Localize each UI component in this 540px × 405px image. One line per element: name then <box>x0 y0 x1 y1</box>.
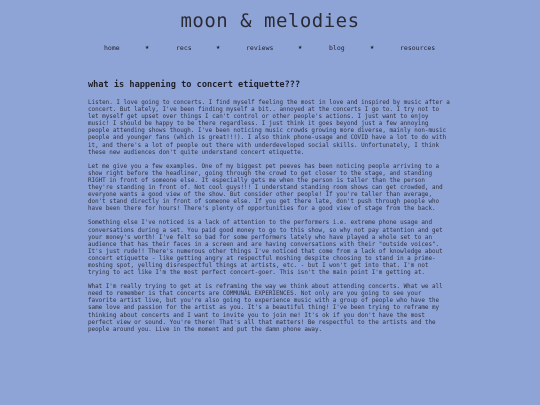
nav-link-blog[interactable]: blog <box>329 44 345 52</box>
blog-post <box>88 80 450 341</box>
post-paragraph: What I'm really trying to get at is reframing the way we think about attending concerts. What we all need to remember is that concerts are COMMUNAL EXPERIENCES. Not only are you going to see your favorite artist live, but you're also going to experience music with a group of people who have the same love and passion for the artist as you. It's a beautiful thing! I've been trying to reframe my thinking about concerts and I want to invite you to join me! It's ok if you don't have the most perfect view or sound. You're there! That's all that matters! Be respectful to the artists and the people around you. Live in the moment and put the damn phone away. <box>88 284 443 333</box>
post-paragraph: Something else I've noticed is a lack of attention to the performers i.e. extreme phone usage and conversations during a set. You paid good money to go to this show, so why not pay attention and get your money's worth! I've felt so bad for some performers lately who have played a whole set to an audience that has their faces in a screen and are having conversations with their "outside voices". It's just rude!! There's numerous other things I've noticed that come from a lack of knowledge about concert etiquette - like getting angry at respectful moshing despite choosing to stand in a prime-moshing spot, yelling disrespectful things at artists, etc. - but I won't get into that. I'm not trying to act like I'm the most perfect concert-goer. This isn't the main point I'm getting at. <box>88 220 443 277</box>
post-paragraph: Let me give you a few examples. One of my biggest pet peeves has been noticing people arriving to a show right before the headliner, going through the crowd to get closer to the stage, and standing RIGHT in front of someone else. It especially gets me when the person is taller than the person they're standing in front of. Not cool guys!!! I understand standing room shows can get crowded, and everyone wants a good view of the show. But consider other people! If you're taller than average, don't stand directly in front of someone else. If you get there late, don't push through people who have been there for hours! There's plenty of opportunities for a good view of stage from the back. <box>88 163 443 213</box>
nav-link-reviews[interactable]: reviews <box>246 44 274 52</box>
post-title: what is happening to concert etiquette??? <box>88 80 301 90</box>
star-separator-icon: ★ <box>370 43 375 51</box>
nav-link-home[interactable]: home <box>104 44 120 52</box>
nav-link-recs[interactable]: recs <box>176 44 192 52</box>
site-title[interactable]: moon & melodies <box>180 10 360 32</box>
star-separator-icon: ★ <box>216 43 221 51</box>
post-paragraph: Listen. I love going to concerts. I find myself feeling the most in love and inspired by music after a concert. But lately, I've been finding myself a bit.. annoyed at the concerts I go to. I try not to let myself get upset over things I can't control or other people's actions. I just want to enjoy music! I should be happy to be there regardless. I just think it goes beyond just a few annoying people attending shows though. I've been noticing music crowds growing more diverse, mainly non-music people and younger fans (which is great!!!). I also think phone-usage and COVID have a lot to do with it, and there's a lot of people out there with underdeveloped social skills. Unfortunately, I think these new audiences don't quite understand concert etiquette. <box>88 100 450 156</box>
star-separator-icon: ★ <box>298 43 303 51</box>
nav-link-resources[interactable]: resources <box>400 44 436 52</box>
main-nav <box>0 44 540 56</box>
star-separator-icon: ★ <box>145 43 150 51</box>
